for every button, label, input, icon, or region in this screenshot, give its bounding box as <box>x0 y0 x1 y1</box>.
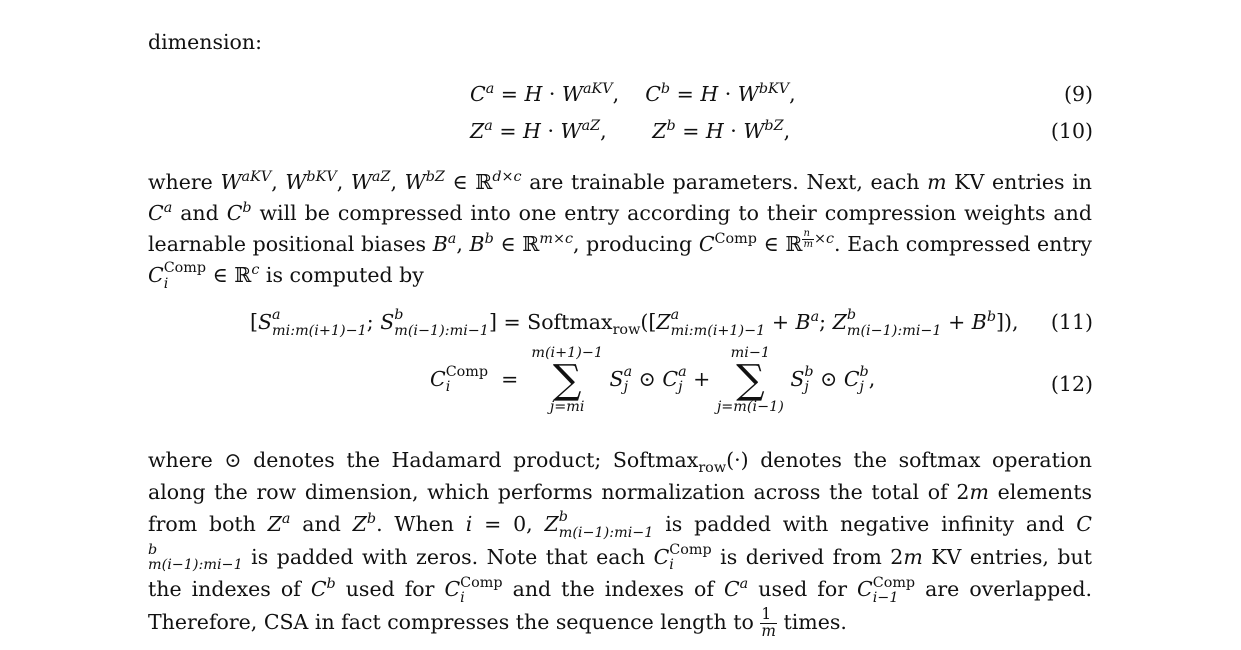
equation-number-9: (9) <box>1063 82 1093 106</box>
equation-number-10: (10) <box>1050 119 1093 143</box>
equation-10: $Z^a = H \cdot W^{aZ}$, $Z^b = H \cdot W^{bZ}$, <box>470 118 791 143</box>
equation-number-11: (11) <box>1050 310 1093 334</box>
paragraph-1: where $W^{aKV}$, $W^{bKV}$, $W^{aZ}$, $W^{bZ}$ ∈ ℝ$^{d\times c}$ are trainable parameters. Next, each m KV entries in $C^a$ and $C^b$ will be compressed into one entry according to their compression weights and learnable positional biases $B^a$, $B^b$ ∈ ℝ$^{m\times c}$, producing $C^{Comp}$ ∈ ℝ $^{\frac{n}{m} \times c}$. Each compressed entry C Comp i ∈ ℝ$^c$ is computed by <box>148 169 1092 292</box>
paragraph-intro: dimension: <box>148 30 262 54</box>
equation-number-12: (12) <box>1050 372 1093 396</box>
paragraph-2: where ⊙ denotes the Hadamard product; Softmax$_{row}$(·) denotes the softmax operation along the row dimension, which performs normalization across the total of 2m elements from both $Z^a$ and $Z^b$. When i = 0, Z b m(i−1):mi−1 is padded with negative infinity and C b m(i−1):mi−1 is padded with zeros. Note that each C Comp i is derived from 2m KV entries, but the indexes of $C^b$ used for C Comp i and the indexes of $C^a$ used for C Comp i−1 are overlapped. Therefore, CSA in fact compresses the sequence length to $\frac{1}{m}$ times. <box>148 448 1092 640</box>
equation-12: C Comp i = m(i+1)−1 ∑ j=mi S a j ⊙ C a j + mi−1 ∑ j=m(i−1) S b j ⊙ C b j , <box>430 345 876 416</box>
equation-9: $C^a = H \cdot W^{aKV}$, $C^b = H \cdot W^{bKV}$, <box>470 81 796 106</box>
equation-11: [S a mi:m(i+1)−1 ; S b m(i−1):mi−1 ] = Softmax$_{row}$([Z a mi:m(i+1)−1 + $B^a$; Z b m(i−1):mi−1 + $B^b$]), <box>250 307 1019 339</box>
